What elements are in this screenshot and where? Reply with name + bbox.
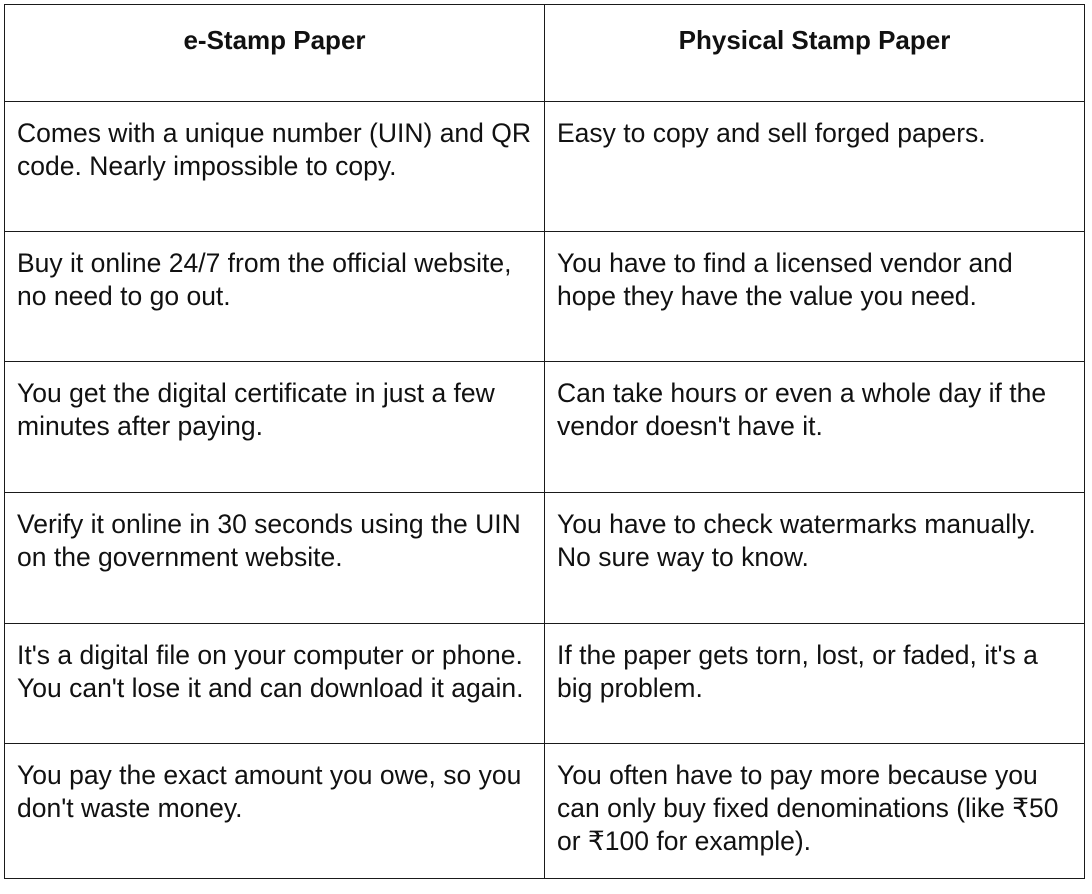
cell-physical: Can take hours or even a whole day if the vendor doesn't have it. xyxy=(545,362,1085,493)
table-row xyxy=(5,493,1085,624)
table-header-row xyxy=(5,5,1085,102)
cell-estamp: Buy it online 24/7 from the official website, no need to go out. xyxy=(5,232,545,362)
cell-estamp: It's a digital file on your computer or phone. You can't lose it and can download it again. xyxy=(5,624,545,744)
header-physical: Physical Stamp Paper xyxy=(545,5,1085,102)
cell-estamp: You pay the exact amount you owe, so you don't waste money. xyxy=(5,744,545,879)
table-row xyxy=(5,362,1085,493)
cell-physical: You often have to pay more because you can only buy fixed denominations (like ₹50 or ₹100 for example). xyxy=(545,744,1085,879)
table-row xyxy=(5,232,1085,362)
cell-estamp: Verify it online in 30 seconds using the UIN on the government website. xyxy=(5,493,545,624)
table-row xyxy=(5,624,1085,744)
cell-physical: You have to find a licensed vendor and hope they have the value you need. xyxy=(545,232,1085,362)
cell-physical: Easy to copy and sell forged papers. xyxy=(545,102,1085,232)
cell-physical: If the paper gets torn, lost, or faded, it's a big problem. xyxy=(545,624,1085,744)
comparison-table xyxy=(4,4,1085,879)
cell-estamp: You get the digital certificate in just a few minutes after paying. xyxy=(5,362,545,493)
table-row xyxy=(5,744,1085,879)
table-row xyxy=(5,102,1085,232)
cell-estamp: Comes with a unique number (UIN) and QR code. Nearly impossible to copy. xyxy=(5,102,545,232)
header-estamp: e-Stamp Paper xyxy=(5,5,545,102)
cell-physical: You have to check watermarks manually. No sure way to know. xyxy=(545,493,1085,624)
